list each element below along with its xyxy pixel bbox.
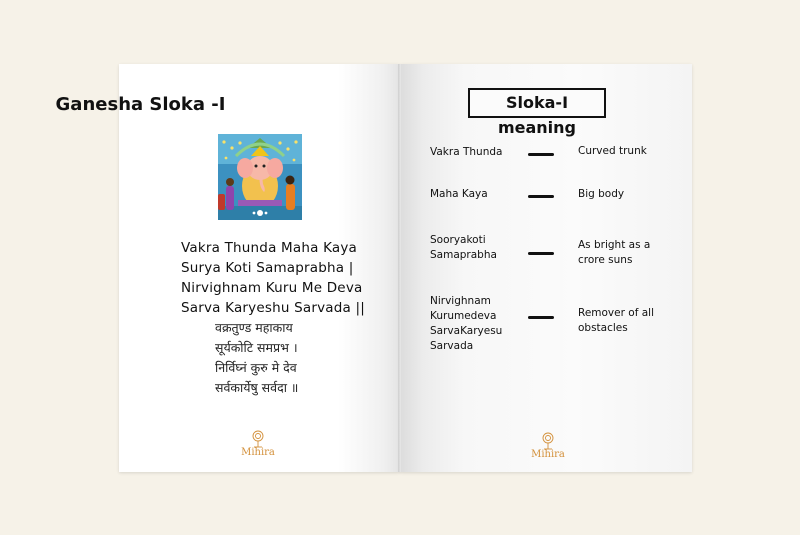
meaning-big-body <box>578 187 624 202</box>
dash-separator <box>528 316 554 319</box>
mihira-logo-right <box>522 432 574 468</box>
logo-text: Mihira <box>241 447 275 458</box>
term-line: Samaprabha <box>430 249 497 261</box>
meaning-as-bright <box>578 238 650 268</box>
meaning-line: Big body <box>578 188 625 200</box>
tree-icon <box>538 432 558 450</box>
term-nirvighnam <box>430 294 502 354</box>
term-line: Kurumedeva <box>430 310 497 322</box>
dash-separator <box>528 195 554 198</box>
term-line: Vakra Thunda <box>430 146 503 158</box>
term-line: Sooryakoti <box>430 234 486 246</box>
meaning-line: Curved trunk <box>578 145 647 157</box>
tree-icon <box>248 430 268 448</box>
logo-text: Mihira <box>531 449 565 460</box>
term-line: Nirvighnam <box>430 295 491 307</box>
dash-separator <box>528 153 554 156</box>
mihira-logo-left <box>232 430 284 466</box>
meaning-remover-of-obstacles <box>578 306 654 336</box>
meaning-line: As bright as a <box>578 239 651 251</box>
sloka-title: Ganesha Sloka -I <box>55 94 226 115</box>
sloka-line: Vakra Thunda Maha Kaya <box>181 240 358 256</box>
sloka-line: Surya Koti Samaprabha | <box>181 260 354 276</box>
sloka-devanagari-text <box>215 318 298 398</box>
book-spine <box>398 64 401 472</box>
term-vakra-thunda <box>430 145 502 160</box>
term-line: Sarvada <box>430 340 474 352</box>
sloka-line-devanagari: सर्वकार्येषु सर्वदा ॥ <box>215 380 299 395</box>
meaning-curved-trunk <box>578 144 647 159</box>
term-line: SarvaKaryesu <box>430 325 503 337</box>
ganesha-illustration <box>218 134 302 220</box>
meaning-title: Sloka-I meaning <box>468 88 606 118</box>
meaning-line: obstacles <box>578 322 628 334</box>
term-maha-kaya <box>430 187 488 202</box>
sloka-latin-text <box>181 238 365 318</box>
sloka-line: Nirvighnam Kuru Me Deva <box>181 280 363 296</box>
sloka-line-devanagari: निर्विघ्नं कुरु मे देव <box>215 360 297 375</box>
term-line: Maha Kaya <box>430 188 488 200</box>
meaning-line: Remover of all <box>578 307 654 319</box>
dash-separator <box>528 252 554 255</box>
sloka-line-devanagari: वक्रतुण्ड महाकाय <box>215 320 293 335</box>
sloka-line: Sarva Karyeshu Sarvada || <box>181 300 366 316</box>
meaning-line: crore suns <box>578 254 633 266</box>
sloka-line-devanagari: सूर्यकोटि समप्रभ । <box>215 340 298 355</box>
term-sooryakoti-samaprabha <box>430 233 497 263</box>
